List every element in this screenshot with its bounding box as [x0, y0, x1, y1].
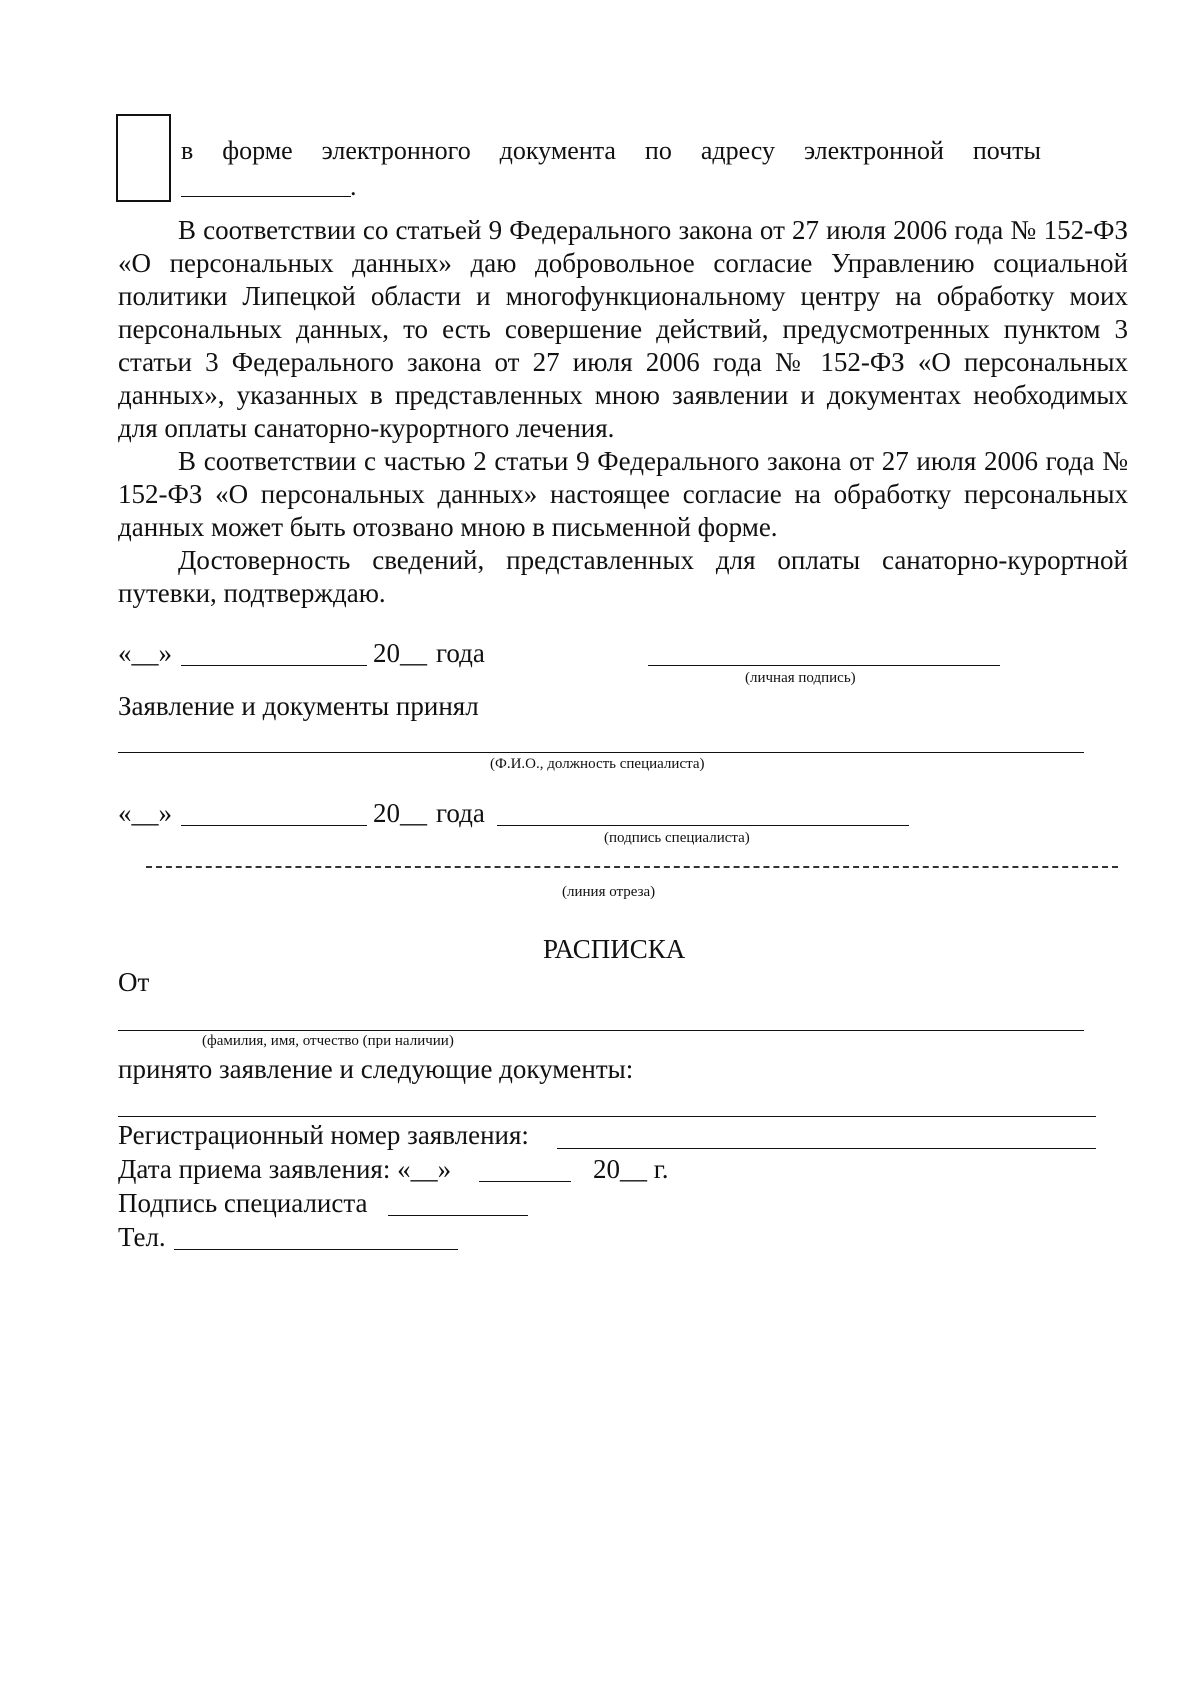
- email-option-text: в форме электронного документа по адресу электронной почты: [181, 136, 1041, 165]
- full-name-line[interactable]: [118, 1030, 1084, 1031]
- accepted-by-label: Заявление и документы принял: [118, 691, 479, 721]
- email-period: .: [350, 172, 357, 201]
- applicant-date-month-line[interactable]: [181, 665, 367, 666]
- specialist-signature-line[interactable]: [497, 825, 909, 826]
- reg-number-label: Регистрационный номер заявления:: [118, 1120, 529, 1150]
- receipt-phone-label: Тел.: [118, 1222, 166, 1252]
- applicant-date-year-word: года: [436, 638, 485, 668]
- specialist-date-year-word: года: [436, 798, 485, 828]
- specialist-date-day: «__»: [118, 798, 172, 828]
- cut-line-caption: (линия отреза): [562, 884, 656, 900]
- accepted-docs-label: принято заявление и следующие документы:: [118, 1054, 634, 1084]
- consent-paragraph-1: В соответствии со статьей 9 Федерального закона от 27 июля 2006 года № 152-ФЗ «О персональных данных» даю добровольное согласие Управлению социальной политики Липецкой области и многофункциональному центру на обработку моих персональных данных, то есть совершение действий, предусмотренных пунктом 3 статьи 3 Федерального закона от 27 июля 2006 года № 152-ФЗ «О персональных данных», указанных в представленных мною заявлении и документах необходимых для оплаты санаторно-курортного лечения.: [118, 215, 1128, 443]
- email-option-checkbox[interactable]: [116, 114, 171, 202]
- receipt-date-month-line[interactable]: [479, 1181, 571, 1182]
- personal-signature-line[interactable]: [648, 665, 1000, 666]
- reg-number-line[interactable]: [557, 1148, 1096, 1149]
- receipt-title: РАСПИСКА: [543, 934, 686, 964]
- personal-signature-caption: (личная подпись): [745, 670, 856, 686]
- specialist-name-line[interactable]: [118, 752, 1084, 753]
- full-name-caption: (фамилия, имя, отчество (при наличии): [202, 1033, 454, 1049]
- consent-paragraph-3: Достоверность сведений, представленных для оплаты санаторно-курортной путевки, подтверждаю.: [118, 545, 1128, 608]
- receipt-phone-line[interactable]: [174, 1249, 458, 1250]
- specialist-name-caption: (Ф.И.О., должность специалиста): [490, 756, 705, 772]
- docs-list-line[interactable]: [118, 1116, 1096, 1117]
- receipt-signature-line[interactable]: [388, 1215, 528, 1216]
- specialist-date-year: 20__: [373, 798, 427, 828]
- cut-line: [146, 866, 1118, 868]
- receipt-date-year: 20__ г.: [593, 1154, 669, 1184]
- specialist-date-month-line[interactable]: [181, 825, 367, 826]
- receipt-from-label: От: [118, 967, 150, 997]
- email-address-line[interactable]: [181, 196, 351, 197]
- receipt-date-label: Дата приема заявления: «__»: [118, 1154, 452, 1184]
- specialist-signature-caption: (подпись специалиста): [604, 830, 750, 846]
- consent-paragraph-2: В соответствии с частью 2 статьи 9 Федерального закона от 27 июля 2006 года № 152-ФЗ «О персональных данных» настоящее согласие на обработку персональных данных может быть отозвано мною в письменной форме.: [118, 446, 1128, 542]
- applicant-date-day: «__»: [118, 638, 172, 668]
- applicant-date-year: 20__: [373, 638, 427, 668]
- receipt-signature-label: Подпись специалиста: [118, 1188, 368, 1218]
